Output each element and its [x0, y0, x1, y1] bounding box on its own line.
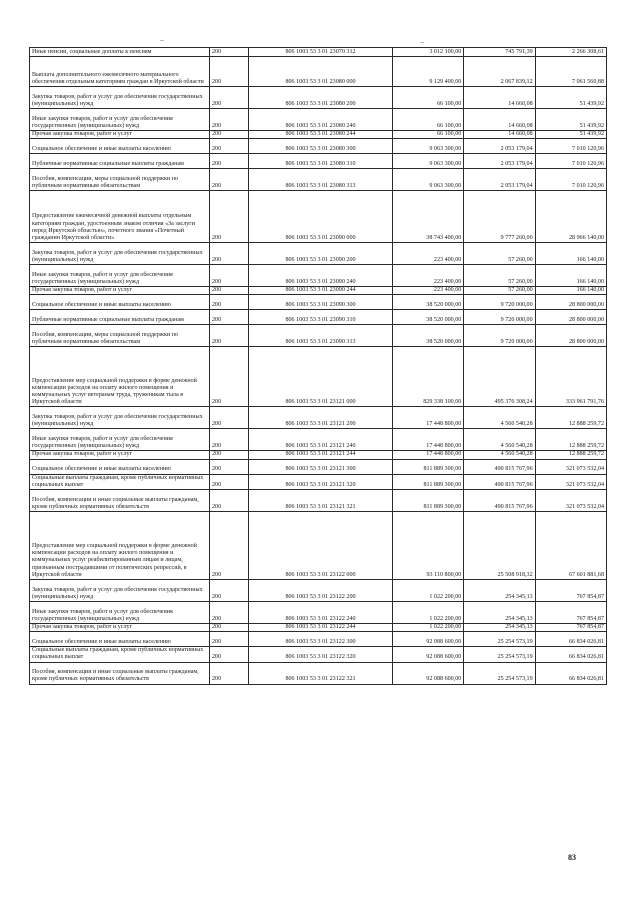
executed-amount-cell: 14 660,08: [464, 131, 535, 139]
budget-code-cell: 806 1003 53 3 01 23122 300: [249, 632, 393, 647]
budget-code-cell: 806 1003 53 3 01 23122 240: [249, 602, 393, 624]
executed-amount-cell: 25 254 573,19: [464, 662, 535, 684]
unexecuted-amount-cell: 28 800 000,00: [535, 310, 606, 325]
executed-amount-cell: 254 345,13: [464, 580, 535, 602]
line-code-cell: 200: [210, 87, 249, 109]
unexecuted-amount-cell: 321 073 532,04: [535, 459, 606, 474]
line-code-cell: 200: [210, 459, 249, 474]
executed-amount-cell: 9 720 000,00: [464, 295, 535, 310]
table-row: [30, 287, 607, 295]
line-code-cell: 200: [210, 131, 249, 139]
scan-speck: [160, 40, 164, 41]
budget-code-cell: 806 1003 53 3 01 23080 244: [249, 131, 393, 139]
unexecuted-amount-cell: 66 834 026,81: [535, 647, 606, 662]
executed-amount-cell: 57 260,00: [464, 243, 535, 265]
line-code-cell: 200: [210, 325, 249, 347]
approved-amount-cell: 17 448 800,00: [393, 429, 464, 451]
budget-execution-table: [29, 47, 607, 685]
budget-code-cell: 806 1003 53 3 01 23070 312: [249, 48, 393, 57]
unexecuted-amount-cell: 166 140,00: [535, 287, 606, 295]
table-row: [30, 57, 607, 87]
table-row: [30, 602, 607, 624]
expense-name-cell: Прочая закупка товаров, работ и услуг: [30, 287, 210, 295]
approved-amount-cell: 223 400,00: [393, 287, 464, 295]
table-row: [30, 87, 607, 109]
expense-name-cell: Прочая закупка товаров, работ и услуг: [30, 131, 210, 139]
approved-amount-cell: 17 448 800,00: [393, 451, 464, 459]
unexecuted-amount-cell: 7 010 120,96: [535, 154, 606, 169]
executed-amount-cell: 14 660,08: [464, 87, 535, 109]
approved-amount-cell: 9 063 300,00: [393, 139, 464, 154]
executed-amount-cell: 25 254 573,19: [464, 647, 535, 662]
budget-code-cell: 806 1003 53 3 01 23080 300: [249, 139, 393, 154]
unexecuted-amount-cell: 28 966 140,00: [535, 191, 606, 243]
executed-amount-cell: 25 254 573,19: [464, 632, 535, 647]
budget-code-cell: 806 1003 53 3 01 23122 321: [249, 662, 393, 684]
budget-code-cell: 806 1003 53 3 01 23121 240: [249, 429, 393, 451]
budget-code-cell: 806 1003 53 3 01 23080 000: [249, 57, 393, 87]
unexecuted-amount-cell: 767 854,87: [535, 580, 606, 602]
expense-name-cell: Социальное обеспечение и иные выплаты населению: [30, 459, 210, 474]
table-row: [30, 451, 607, 459]
executed-amount-cell: 490 815 767,96: [464, 490, 535, 512]
budget-code-cell: 806 1003 53 3 01 23090 200: [249, 243, 393, 265]
expense-name-cell: Закупка товаров, работ и услуг для обеспечения государственных (муниципальных) нужд: [30, 407, 210, 429]
table-row: [30, 243, 607, 265]
line-code-cell: 200: [210, 169, 249, 191]
executed-amount-cell: 4 560 540,28: [464, 451, 535, 459]
budget-code-cell: 806 1003 53 3 01 23122 000: [249, 512, 393, 580]
line-code-cell: 200: [210, 662, 249, 684]
table-row: [30, 407, 607, 429]
unexecuted-amount-cell: 66 834 026,81: [535, 662, 606, 684]
executed-amount-cell: 2 053 179,04: [464, 139, 535, 154]
unexecuted-amount-cell: 7 010 120,96: [535, 169, 606, 191]
table-row: [30, 512, 607, 580]
expense-name-cell: Социальные выплаты гражданам, кроме публичных нормативных социальных выплат: [30, 474, 210, 489]
approved-amount-cell: 93 110 800,00: [393, 512, 464, 580]
unexecuted-amount-cell: 12 888 259,72: [535, 429, 606, 451]
line-code-cell: 200: [210, 474, 249, 489]
executed-amount-cell: 4 560 540,28: [464, 429, 535, 451]
line-code-cell: 200: [210, 191, 249, 243]
unexecuted-amount-cell: 333 961 791,76: [535, 347, 606, 407]
line-code-cell: 200: [210, 632, 249, 647]
executed-amount-cell: 14 660,08: [464, 109, 535, 131]
expense-name-cell: Предоставление мер социальной поддержки в форме денежной компенсации расходов на оплату жилого помещения и коммунальных услуг реабилитированным лицам и лицам, признанным пострадавшими от политических репрессий, в Иркутской области: [30, 512, 210, 580]
expense-name-cell: Закупка товаров, работ и услуг для обеспечения государственных (муниципальных) нужд: [30, 243, 210, 265]
expense-name-cell: Предоставление мер социальной поддержки в форме денежной компенсации расходов на оплату жилого помещения и коммунальных услуг ветеранам труда, труженикам тыла в Иркутской области: [30, 347, 210, 407]
executed-amount-cell: 9 720 000,00: [464, 325, 535, 347]
line-code-cell: 200: [210, 647, 249, 662]
approved-amount-cell: 1 022 200,00: [393, 602, 464, 624]
budget-code-cell: 806 1003 53 3 01 23090 244: [249, 287, 393, 295]
budget-code-cell: 806 1003 53 3 01 23122 244: [249, 624, 393, 632]
line-code-cell: 200: [210, 57, 249, 87]
expense-name-cell: Прочая закупка товаров, работ и услуг: [30, 451, 210, 459]
approved-amount-cell: 92 088 600,00: [393, 662, 464, 684]
table-row: [30, 632, 607, 647]
unexecuted-amount-cell: 51 439,92: [535, 87, 606, 109]
line-code-cell: 200: [210, 347, 249, 407]
page-number: 83: [568, 853, 576, 862]
approved-amount-cell: 92 088 600,00: [393, 632, 464, 647]
table-row: [30, 169, 607, 191]
expense-name-cell: Социальное обеспечение и иные выплаты населению: [30, 295, 210, 310]
line-code-cell: 200: [210, 48, 249, 57]
expense-name-cell: Социальные выплаты гражданам, кроме публичных нормативных социальных выплат: [30, 647, 210, 662]
approved-amount-cell: 9 129 400,00: [393, 57, 464, 87]
expense-name-cell: Пособия, компенсации и иные социальные выплаты гражданам, кроме публичных нормативных обязательств: [30, 490, 210, 512]
expense-name-cell: Прочая закупка товаров, работ и услуг: [30, 624, 210, 632]
budget-code-cell: 806 1003 53 3 01 23080 313: [249, 169, 393, 191]
line-code-cell: 200: [210, 295, 249, 310]
line-code-cell: 200: [210, 310, 249, 325]
budget-code-cell: 806 1003 53 3 01 23080 200: [249, 87, 393, 109]
approved-amount-cell: 66 100,00: [393, 131, 464, 139]
approved-amount-cell: 92 088 600,00: [393, 647, 464, 662]
table-row: [30, 647, 607, 662]
budget-code-cell: 806 1003 53 3 01 23080 310: [249, 154, 393, 169]
line-code-cell: 200: [210, 512, 249, 580]
budget-code-cell: 806 1003 53 3 01 23121 321: [249, 490, 393, 512]
budget-code-cell: 806 1003 53 3 01 23090 240: [249, 265, 393, 287]
table-row: [30, 154, 607, 169]
approved-amount-cell: 9 063 300,00: [393, 169, 464, 191]
budget-code-cell: 806 1003 53 3 01 23121 320: [249, 474, 393, 489]
scan-speck: [420, 42, 424, 43]
line-code-cell: 200: [210, 624, 249, 632]
budget-code-cell: 806 1003 53 3 01 23122 200: [249, 580, 393, 602]
expense-name-cell: Пособия, компенсации и иные социальные выплаты гражданам, кроме публичных нормативных обязательств: [30, 662, 210, 684]
unexecuted-amount-cell: 66 834 026,81: [535, 632, 606, 647]
approved-amount-cell: 38 520 000,00: [393, 295, 464, 310]
expense-name-cell: Иные пенсии, социальные доплаты к пенсиям: [30, 48, 210, 57]
line-code-cell: 200: [210, 490, 249, 512]
budget-code-cell: 806 1003 53 3 01 23121 244: [249, 451, 393, 459]
expense-name-cell: Пособия, компенсации, меры социальной поддержки по публичным нормативным обязательствам: [30, 325, 210, 347]
budget-code-cell: 806 1003 53 3 01 23080 240: [249, 109, 393, 131]
executed-amount-cell: 9 720 000,00: [464, 310, 535, 325]
approved-amount-cell: 811 889 300,00: [393, 490, 464, 512]
budget-code-cell: 806 1003 53 3 01 23121 000: [249, 347, 393, 407]
unexecuted-amount-cell: 2 266 308,61: [535, 48, 606, 57]
budget-code-cell: 806 1003 53 3 01 23122 320: [249, 647, 393, 662]
line-code-cell: 200: [210, 265, 249, 287]
executed-amount-cell: 254 345,13: [464, 602, 535, 624]
executed-amount-cell: 4 560 540,28: [464, 407, 535, 429]
unexecuted-amount-cell: 7 010 120,96: [535, 139, 606, 154]
expense-name-cell: Пособия, компенсации, меры социальной поддержки по публичным нормативным обязательствам: [30, 169, 210, 191]
approved-amount-cell: 38 520 000,00: [393, 325, 464, 347]
expense-name-cell: Иные закупки товаров, работ и услуг для обеспечения государственных (муниципальных) нужд: [30, 109, 210, 131]
table-row: [30, 474, 607, 489]
expense-name-cell: Закупка товаров, работ и услуг для обеспечения государственных (муниципальных) нужд: [30, 580, 210, 602]
approved-amount-cell: 811 889 300,00: [393, 459, 464, 474]
approved-amount-cell: 1 022 200,00: [393, 580, 464, 602]
budget-code-cell: 806 1003 53 3 01 23090 000: [249, 191, 393, 243]
budget-code-cell: 806 1003 53 3 01 23090 310: [249, 310, 393, 325]
table-row: [30, 310, 607, 325]
executed-amount-cell: 25 508 918,32: [464, 512, 535, 580]
table-row: [30, 191, 607, 243]
unexecuted-amount-cell: 28 800 000,00: [535, 295, 606, 310]
executed-amount-cell: 495 376 308,24: [464, 347, 535, 407]
unexecuted-amount-cell: 321 073 532,04: [535, 490, 606, 512]
line-code-cell: 200: [210, 429, 249, 451]
unexecuted-amount-cell: 166 140,00: [535, 243, 606, 265]
approved-amount-cell: 9 063 300,00: [393, 154, 464, 169]
line-code-cell: 200: [210, 451, 249, 459]
table-row: [30, 48, 607, 57]
expense-name-cell: Публичные нормативные социальные выплаты гражданам: [30, 310, 210, 325]
expense-name-cell: Иные закупки товаров, работ и услуг для обеспечения государственных (муниципальных) нужд: [30, 429, 210, 451]
budget-code-cell: 806 1003 53 3 01 23090 313: [249, 325, 393, 347]
unexecuted-amount-cell: 767 854,87: [535, 624, 606, 632]
unexecuted-amount-cell: 166 140,00: [535, 265, 606, 287]
table-row: [30, 490, 607, 512]
table-row: [30, 295, 607, 310]
executed-amount-cell: 490 815 767,96: [464, 474, 535, 489]
unexecuted-amount-cell: 12 888 259,72: [535, 451, 606, 459]
table-row: [30, 429, 607, 451]
line-code-cell: 200: [210, 154, 249, 169]
line-code-cell: 200: [210, 407, 249, 429]
unexecuted-amount-cell: 51 439,92: [535, 131, 606, 139]
table-row: [30, 624, 607, 632]
unexecuted-amount-cell: 67 601 881,68: [535, 512, 606, 580]
executed-amount-cell: 2 053 179,04: [464, 169, 535, 191]
expense-name-cell: Иные закупки товаров, работ и услуг для обеспечения государственных (муниципальных) нужд: [30, 265, 210, 287]
budget-code-cell: 806 1003 53 3 01 23090 300: [249, 295, 393, 310]
executed-amount-cell: 57 260,00: [464, 287, 535, 295]
unexecuted-amount-cell: 7 061 560,88: [535, 57, 606, 87]
budget-code-cell: 806 1003 53 3 01 23121 200: [249, 407, 393, 429]
unexecuted-amount-cell: 28 800 000,00: [535, 325, 606, 347]
approved-amount-cell: 66 100,00: [393, 87, 464, 109]
line-code-cell: 200: [210, 243, 249, 265]
executed-amount-cell: 2 067 839,12: [464, 57, 535, 87]
line-code-cell: 200: [210, 602, 249, 624]
approved-amount-cell: 811 889 300,00: [393, 474, 464, 489]
unexecuted-amount-cell: 321 073 532,04: [535, 474, 606, 489]
line-code-cell: 200: [210, 580, 249, 602]
expense-name-cell: Закупка товаров, работ и услуг для обеспечения государственных (муниципальных) нужд: [30, 87, 210, 109]
budget-code-cell: 806 1003 53 3 01 23121 300: [249, 459, 393, 474]
executed-amount-cell: 9 777 260,00: [464, 191, 535, 243]
table-row: [30, 325, 607, 347]
expense-name-cell: Социальное обеспечение и иные выплаты населению: [30, 632, 210, 647]
line-code-cell: 200: [210, 109, 249, 131]
approved-amount-cell: 38 520 000,00: [393, 310, 464, 325]
unexecuted-amount-cell: 51 439,92: [535, 109, 606, 131]
executed-amount-cell: 2 053 179,04: [464, 154, 535, 169]
approved-amount-cell: 223 400,00: [393, 265, 464, 287]
expense-name-cell: Предоставление ежемесячной денежной выплаты отдельным категориям граждан, удостоенным знаком отличия «За заслуги перед Иркутской областью», почетного звания «Почетный гражданин Иркутской области»: [30, 191, 210, 243]
executed-amount-cell: 745 791,39: [464, 48, 535, 57]
executed-amount-cell: 254 345,13: [464, 624, 535, 632]
line-code-cell: 200: [210, 287, 249, 295]
expense-name-cell: Публичные нормативные социальные выплаты гражданам: [30, 154, 210, 169]
approved-amount-cell: 1 022 200,00: [393, 624, 464, 632]
approved-amount-cell: 17 448 800,00: [393, 407, 464, 429]
table-row: [30, 347, 607, 407]
expense-name-cell: Выплата дополнительного ежемесячного материального обеспечения отдельным категориям граждан в Иркутской области: [30, 57, 210, 87]
unexecuted-amount-cell: 12 888 259,72: [535, 407, 606, 429]
line-code-cell: 200: [210, 139, 249, 154]
table-row: [30, 662, 607, 684]
table-row: [30, 139, 607, 154]
table-row: [30, 109, 607, 131]
approved-amount-cell: 38 743 400,00: [393, 191, 464, 243]
table-row: [30, 580, 607, 602]
approved-amount-cell: 223 400,00: [393, 243, 464, 265]
approved-amount-cell: 3 012 100,00: [393, 48, 464, 57]
expense-name-cell: Социальное обеспечение и иные выплаты населению: [30, 139, 210, 154]
unexecuted-amount-cell: 767 854,87: [535, 602, 606, 624]
table-row: [30, 459, 607, 474]
approved-amount-cell: 829 338 100,00: [393, 347, 464, 407]
approved-amount-cell: 66 100,00: [393, 109, 464, 131]
table-row: [30, 265, 607, 287]
expense-name-cell: Иные закупки товаров, работ и услуг для обеспечения государственных (муниципальных) нужд: [30, 602, 210, 624]
executed-amount-cell: 490 815 767,96: [464, 459, 535, 474]
executed-amount-cell: 57 260,00: [464, 265, 535, 287]
table-row: [30, 131, 607, 139]
